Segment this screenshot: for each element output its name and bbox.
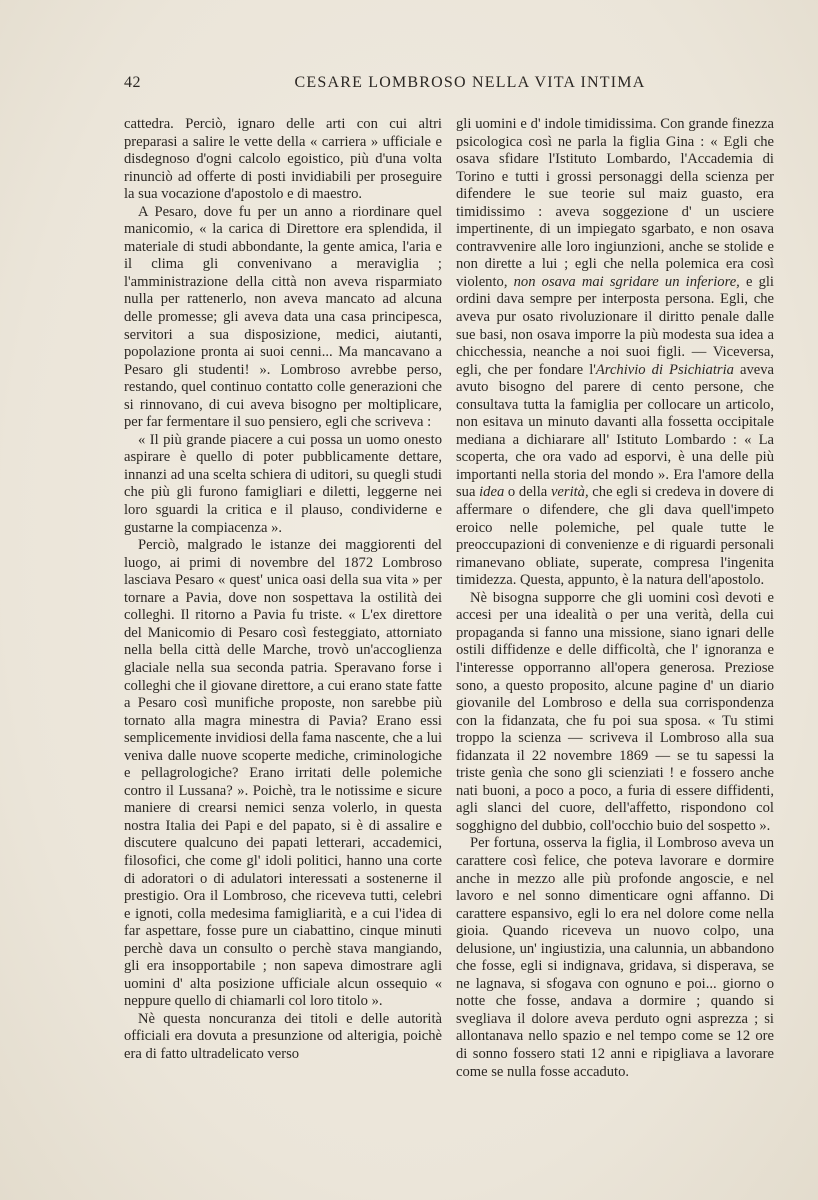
page-header <box>0 74 818 98</box>
running-title: CESARE LOMBROSO NELLA VITA INTIMA <box>294 74 646 91</box>
text-run: gli uomini e d' indole timidissima. Con grande finezza psicologica così ne parla la figlia Gina : « Egli che osava sfidare l'Istituto Lombardo, l'Accademia di Torino e tutti i grossi personaggi della scienza per difendere le sue teorie sul maiz guasto, era timidissimo : aveva soggezione d' un usciere impertinente, di un impiegato sgarbato, e non osava contravvenire alle loro ingiunzioni, anche se stolide e non dirette a lui ; egli che nella polemica era così violento, <box>456 116 774 290</box>
right-column <box>456 116 774 1081</box>
text-run: e gli ordini dava sempre per interposta persona. Egli, che aveva pur osato rivoluzionare il diritto penale dalle sue basi, non osava imporre la più modesta sua idea a chicchessia, neanche a noi suoi figli. — Viceversa, egli, che per fondare l' <box>456 273 774 378</box>
italic-run: non osava mai sgridare un inferiore, <box>513 273 740 290</box>
italic-run: verità, <box>550 484 589 501</box>
paragraph: Nè bisogna supporre che gli uomini così devoti e accesi per una idealità o per una verità, della cui propaganda si fanno una missione, siano ignari delle ostili diffidenze e delle difficoltà, che l' ignoranza e l'interesse opporranno all'opera generosa. Preziose sono, a questo proposito, alcune pagine d' un diario giovanile del Lombroso e della sua corrispondenza con la fidanzata, che fu poi sua sposa. « Tu stimi troppo la scienza — scriveva il Lombroso alla sua fidanzata il 22 novembre 1869 — se tu sapessi la triste genìa che sono gli scienziati ! e fossero anche nati buoni, a poco a poco, a furia di essere diffidenti, agli slanci del cuore, dell'affetto, rispondono col sogghigno del dubbio, coll'occhio buio del sospetto ». <box>456 589 774 834</box>
paragraph: Per fortuna, osserva la figlia, il Lombroso aveva un carattere così felice, che poteva lavorare e dormire anche in mezzo alle più profonde angoscie, e nel lavoro e nel sonno dimenticare ogni affanno. Di carattere espansivo, egli lo era nel dolore come nella gioia. Quando riceveva un nuovo colpo, una delusione, un' ingiustizia, una calunnia, un abbandono che fosse, egli si indignava, gridava, si disperava, se ne lagnava, si sfogava con ognuno e poi... giorno o notte che fosse, andava a dormire ; quando si svegliava il dolore aveva perduto ogni asprezza ; si allontanava nello spazio e nel tempo come se 12 ore di sonno fossero stati 12 anni e ripigliava a lavorare come se nulla fosse accaduto. <box>456 835 774 1080</box>
left-column <box>124 116 442 1064</box>
text-run: o della <box>504 484 551 501</box>
paragraph: A Pesaro, dove fu per un anno a riordinare quel manicomio, « la carica di Direttore era splendida, il materiale di studi abbondante, la gente amica, l'aria e il clima gli convenivano a meraviglia ; l'amministrazione della città non aveva risparmiato nulla per rattenerlo, non aveva mancato ad alcuna delle promesse; gli aveva data una casa principesca, servitori a sua disposizione, medici, aiutanti, popolazione pronta ai suoi cenni... Ma mancavano a Pesaro gli studenti! ». Lombroso avrebbe perso, restando, quel continuo contatto colle generazioni che si rinnovano, di cui aveva bisogno per moltiplicare, per far fermentare il suo pensiero, egli che scriveva : <box>124 203 442 431</box>
italic-run: Archivio di Psichiatria <box>595 361 734 378</box>
paragraph <box>456 116 774 590</box>
text-run: aveva avuto bisogno del parere di cento persone, che consultava tutta la famiglia per collocare un articolo, non esitava un minuto davanti alla fossetta occipitale mediana a dichiarare all' Istituto Lombardo : « La scoperta, che ora vado ad esporvi, è una delle più importanti nella storia del mondo ». Era l'amore della sua <box>456 361 775 501</box>
italic-run: idea <box>479 484 505 501</box>
paragraph: « Il più grande piacere a cui possa un uomo onesto aspirare è quello di poter pubblicamente dettare, innanzi ad una scelta schiera di uditori, su quegli studi che più gli furono famigliari e diletti, leggerne nei loro sguardi la critica e il plauso, condividerne e gustarne la compiacenza ». <box>124 431 442 536</box>
page-number: 42 <box>124 74 141 91</box>
paragraph: Perciò, malgrado le istanze dei maggiorenti del luogo, ai primi di novembre del 1872 Lombroso lasciava Pesaro « quest' unica oasi della sua vita » per tornare a Pavia, dove non sospettava la ostilità dei colleghi. Il ritorno a Pavia fu triste. « L'ex direttore del Manicomio di Pesaro così festeggiato, attorniato nella bella città delle Marche, trovò un'accoglienza glaciale nella sua seconda patria. Speravano forse i colleghi che il giovane direttore, a cui erano state fatte a Pesaro così munifiche proposte, non sarebbe più tornato alla magra minestra di Pavia? Erano essi semplicemente invidiosi della fama nascente, che a lui veniva dalle nuove scoperte mediche, criminologiche e pellagrologiche? Erano irritati delle polemiche contro il Lussana? ». Poichè, tra le notissime e sicure maniere di crearsi nemici senza volerlo, in questa nostra Italia dei Papi e del papato, si è di assalire e discutere qualcuno dei papati letterari, accademici, filosofici, che come gl' idoli politici, hanno una corte di adoratori o di adulatori interessati a sostenerne il prestigio. Ora il Lombroso, che riceveva tutti, celebri e ignoti, colla medesima famigliarità, e a cui l'idea di far aspettare, fosse pure un ciabattino, cinque minuti perchè dava un consulto o perchè stava mangiando, gli era insopportabile ; non sapeva dimostrare agli uomini d' alta posizione ufficiale alcun ossequio « neppure quello di chiamarli col loro titolo ». <box>124 537 442 1010</box>
text-run: che egli si credeva in dovere di affermare o difendere, che gli dava quell'impeto eroico nelle polemiche, pel quale tutte le preoccupazioni di convenienze e di riguardi personali rimanevano obliate, superate, compresa l'ingenita timidezza. Questa, appunto, è la natura dell'apostolo. <box>456 484 774 589</box>
paragraph: Nè questa noncuranza dei titoli e delle autorità officiali era dovuta a presunzione od alterigia, poichè era di fatto ultradelicato verso <box>124 1010 442 1062</box>
paragraph: cattedra. Perciò, ignaro delle arti con cui altri preparasi a salire le vette della « carriera » ufficiale e disdegnoso d'ogni calcolo egoistico, più d'una volta rinunciò ad offerte di posti invidiabili per proseguire la sua vocazione d'apostolo e di maestro. <box>124 116 442 203</box>
